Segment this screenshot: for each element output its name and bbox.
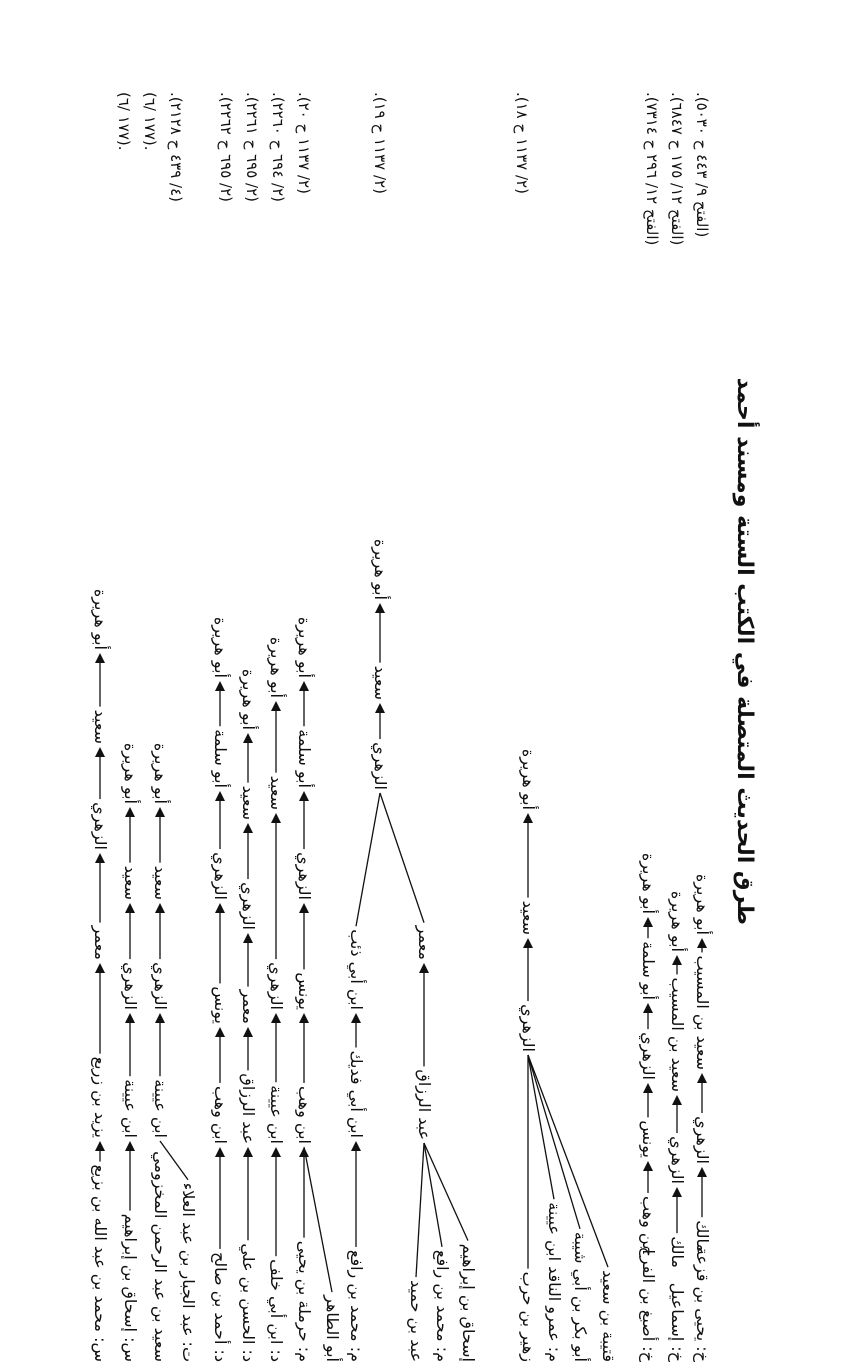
g4-c3-n4: أبو هريرة xyxy=(239,668,258,730)
g4-c1-n1: يونس xyxy=(295,972,314,1010)
g4-c1-n2: الزهري xyxy=(295,852,314,900)
g5-c2-n2: سعيد xyxy=(151,865,170,900)
g5-c3-n1: الزهري xyxy=(121,962,140,1010)
arrow-head-45 xyxy=(95,853,105,863)
arrow-head-38 xyxy=(155,807,165,817)
g4-c4-n2: الزهري xyxy=(211,852,230,900)
arrow-head-25 xyxy=(271,701,281,711)
arrow-head-18 xyxy=(299,1013,309,1023)
g5-c3-n3: أبو هريرة xyxy=(121,742,140,804)
arrow-head-16 xyxy=(375,603,385,613)
g2-root2: أبو بكر بن أبي شيبة xyxy=(571,1231,590,1362)
g4-c2-n2: سعيد xyxy=(267,775,286,810)
g4-c3-n1: معمر xyxy=(239,989,258,1024)
g3-mid: عبد الرزاق xyxy=(415,1069,434,1140)
g4-c2-n0: ابن عيينة xyxy=(267,1085,286,1144)
g2-via: الزهري xyxy=(519,1004,538,1052)
g4-extra-root: أبو الطاهر xyxy=(323,1295,342,1362)
arrow-head-7 xyxy=(643,1083,653,1093)
arrow-head-47 xyxy=(95,653,105,663)
g1-chain1-n0: مالك xyxy=(693,1220,712,1252)
g5-ref3: (٦/ ۱۷۷). xyxy=(115,92,133,151)
arrow-head-40 xyxy=(125,1013,135,1023)
g1-ref2: (الفتح ۱۲/ ۱۷٥ ح ٦٨٤٧). xyxy=(668,92,686,246)
g5-c2-n1: الزهري xyxy=(151,962,170,1010)
g3-root3: عبد بن حميد xyxy=(407,1280,426,1362)
arrow-head-10 xyxy=(523,938,533,948)
arrow-head-15 xyxy=(375,703,385,713)
g5-c3-n2: سعيد xyxy=(121,865,140,900)
g4-c1-n3: أبو سلمة xyxy=(295,729,314,788)
g3-ref: (۲/ ۱۱۳۷ ح ۱۹). xyxy=(371,92,389,194)
g1-ref1: (الفتح ۹/ ٤٤٣ ح ٥٠٣٠). xyxy=(693,92,711,238)
g1-chain2-n0: مالك xyxy=(668,1236,687,1268)
arrow-head-8 xyxy=(643,1003,653,1013)
g4-c1-label: م: حرملة بن يحيى xyxy=(295,1240,314,1362)
arrow-head-11 xyxy=(523,813,533,823)
g4-ref2: (۲/ ٦۹٤ ح ۲۲٦۰). xyxy=(269,92,287,202)
g4-c1-n0: ابن وهب xyxy=(295,1085,314,1144)
arrow-head-42 xyxy=(125,807,135,817)
arrow-head-33 xyxy=(215,903,225,913)
g5-c4-n4: أبو هريرة xyxy=(91,588,110,650)
g4-c4-n4: أبو هريرة xyxy=(211,616,230,678)
arrow-head-31 xyxy=(215,1147,225,1157)
arrow-head-37 xyxy=(155,903,165,913)
fan-link-55 xyxy=(380,793,424,923)
arrow-head-13 xyxy=(351,1013,361,1023)
fan-link-53 xyxy=(424,1143,442,1247)
arrow-head-29 xyxy=(243,823,253,833)
fan-link-52 xyxy=(424,1143,468,1241)
g4-c3-n3: سعيد xyxy=(239,785,258,820)
g1-chain2-n1: الزهري xyxy=(668,1136,687,1184)
arrow-head-23 xyxy=(271,1013,281,1023)
g4-c3-n2: الزهري xyxy=(239,882,258,930)
g1-chain3-label: خ: أصبغ بن الفرج xyxy=(639,1246,658,1362)
arrow-head-39 xyxy=(125,1141,135,1151)
g3-mid2: معمر xyxy=(415,925,434,960)
g5-ref2: (٦/ ۱۷۷). xyxy=(141,92,159,151)
g3-b2: ابن أبي ذئب xyxy=(347,929,366,1010)
arrow-head-21 xyxy=(299,681,309,691)
g1-chain3-n0: ابن وهب xyxy=(639,1195,658,1254)
arrow-head-26 xyxy=(243,1147,253,1157)
g2-root1: قتيبة بن سعيد xyxy=(599,1270,618,1362)
g1-chain3-n3: أبو سلمة xyxy=(639,941,658,1000)
arrow-head-22 xyxy=(271,1147,281,1157)
arrow-head-14 xyxy=(419,963,429,973)
g4-ref3: (۲/ ٦۹٥ ح ۲۲٦۱). xyxy=(243,92,261,202)
arrow-head-27 xyxy=(243,1027,253,1037)
g3-root1: إسحاق بن إبراهيم xyxy=(459,1243,478,1362)
g4-c2-label: د: ابن أبي خلف xyxy=(267,1259,286,1362)
g1-chain1-n2: سعيد بن المسيب xyxy=(693,955,712,1070)
arrow-head-6 xyxy=(643,1161,653,1171)
arrow-head-46 xyxy=(95,747,105,757)
arrow-head-44 xyxy=(95,963,105,973)
g5-c2-n0: ابن عيينة xyxy=(151,1079,170,1138)
g5-c3-n0: ابن عيينة xyxy=(121,1079,140,1138)
g4-c2-n3: أبو هريرة xyxy=(267,636,286,698)
arrow-head-20 xyxy=(299,791,309,801)
g5-c4-n1: معمر xyxy=(91,925,110,960)
arrow-head-4 xyxy=(672,1095,682,1105)
g5-c2-label: سعيد بن عبد الرحمن المخزومي xyxy=(151,1151,170,1362)
g5-c3-label: س: إسحاق بن إبراهيم xyxy=(121,1213,140,1362)
g5-c4-n3: سعيد xyxy=(91,709,110,744)
arrow-head-19 xyxy=(299,903,309,913)
g3-root2: م: محمد بن رافع xyxy=(433,1249,452,1362)
g3-join: الزهري xyxy=(371,742,390,790)
g1-chain3-n1: يونس xyxy=(639,1120,658,1158)
g4-c4-n1: يونس xyxy=(211,986,230,1024)
arrow-head-1 xyxy=(697,1073,707,1083)
arrow-head-12 xyxy=(351,1141,361,1151)
g3-tail2: أبو هريرة xyxy=(371,538,390,600)
g4-c3-n0: عبد الرزاق xyxy=(239,1073,258,1144)
fan-link-48 xyxy=(528,1055,608,1267)
g1-chain1-label: خ: يحيى بن قزعة xyxy=(693,1246,712,1362)
g5-c4-n0: يزيد بن زريع xyxy=(91,1056,110,1138)
g1-chain3-n2: الزهري xyxy=(639,1032,658,1080)
g1-chain2-n2: سعيد بن المسيب xyxy=(668,977,687,1092)
arrow-head-32 xyxy=(215,1027,225,1037)
g3-tail1: سعيد xyxy=(371,665,390,700)
arrow-head-43 xyxy=(95,1141,105,1151)
g2-tail2: أبو هريرة xyxy=(519,748,538,810)
arrow-head-30 xyxy=(243,733,253,743)
g1-chain2-label: خ: إسماعيل xyxy=(668,1282,687,1362)
g1-chain2-n3: أبو هريرة xyxy=(668,890,687,952)
g4-c3-label: د: الحسن بن علي xyxy=(239,1243,258,1362)
arrow-head-9 xyxy=(643,917,653,927)
arrow-head-5 xyxy=(672,955,682,965)
arrow-head-2 xyxy=(697,938,707,948)
arrow-head-35 xyxy=(215,681,225,691)
g2-root3: م: عمرو الناقد ابن عيينة xyxy=(545,1202,564,1362)
g5-c2-n3: أبو هريرة xyxy=(151,742,170,804)
g4-c4-label: د: أحمد بن صالح xyxy=(211,1251,230,1362)
page-title: طرق الحديث المتصلة في الكتب الستة ومسند أحمد xyxy=(732,377,757,925)
g4-ref1: (۲/ ۱۱۳۷ ح ۲۰). xyxy=(295,92,313,194)
g1-chain3-n4: أبو هريرة xyxy=(639,852,658,914)
g5-c4-label: س: محمد بن عبد الله بن بزيع xyxy=(91,1164,110,1362)
g1-ref3: (الفتح ۱۲/ ۲۹٦ ح ٧٣١٤). xyxy=(643,92,661,246)
fan-link-56 xyxy=(356,793,380,926)
arrow-head-41 xyxy=(125,903,135,913)
g4-ref4: (۲/ ٦۹٥ ح ۲۲٦۲). xyxy=(217,92,235,202)
arrow-head-0 xyxy=(697,1167,707,1177)
g3-b1: ابن أبي فديك xyxy=(347,1050,366,1138)
g5-c1-label: ت: عبد الجبار بن عبد العلاء xyxy=(179,1182,198,1362)
arrow-head-28 xyxy=(243,933,253,943)
g4-c1-n4: أبو هريرة xyxy=(295,616,314,678)
g5-ref1: (٤/ ٤۳۹ ح ۲۱۲۸). xyxy=(167,92,185,202)
arrow-head-3 xyxy=(672,1187,682,1197)
g1-chain1-n1: الزهري xyxy=(693,1116,712,1164)
g5-c4-n2: الزهري xyxy=(91,802,110,850)
fan-link-54 xyxy=(416,1143,424,1277)
arrow-head-36 xyxy=(155,1013,165,1023)
g1-chain1-n3: أبو هريرة xyxy=(693,873,712,935)
g3-b0: م: محمد بن رافع xyxy=(347,1249,366,1362)
g2-tail1: سعيد xyxy=(519,900,538,935)
g4-c2-n1: الزهري xyxy=(267,962,286,1010)
g4-c4-n3: أبو سلمة xyxy=(211,729,230,788)
g4-c4-n0: ابن وهب xyxy=(211,1085,230,1144)
g2-root4: زهير بن حرب xyxy=(519,1271,538,1362)
g2-ref: (۲/ ۱۱۳۷ ح ۱۸). xyxy=(513,92,531,194)
arrow-head-34 xyxy=(215,791,225,801)
arrow-head-24 xyxy=(271,813,281,823)
